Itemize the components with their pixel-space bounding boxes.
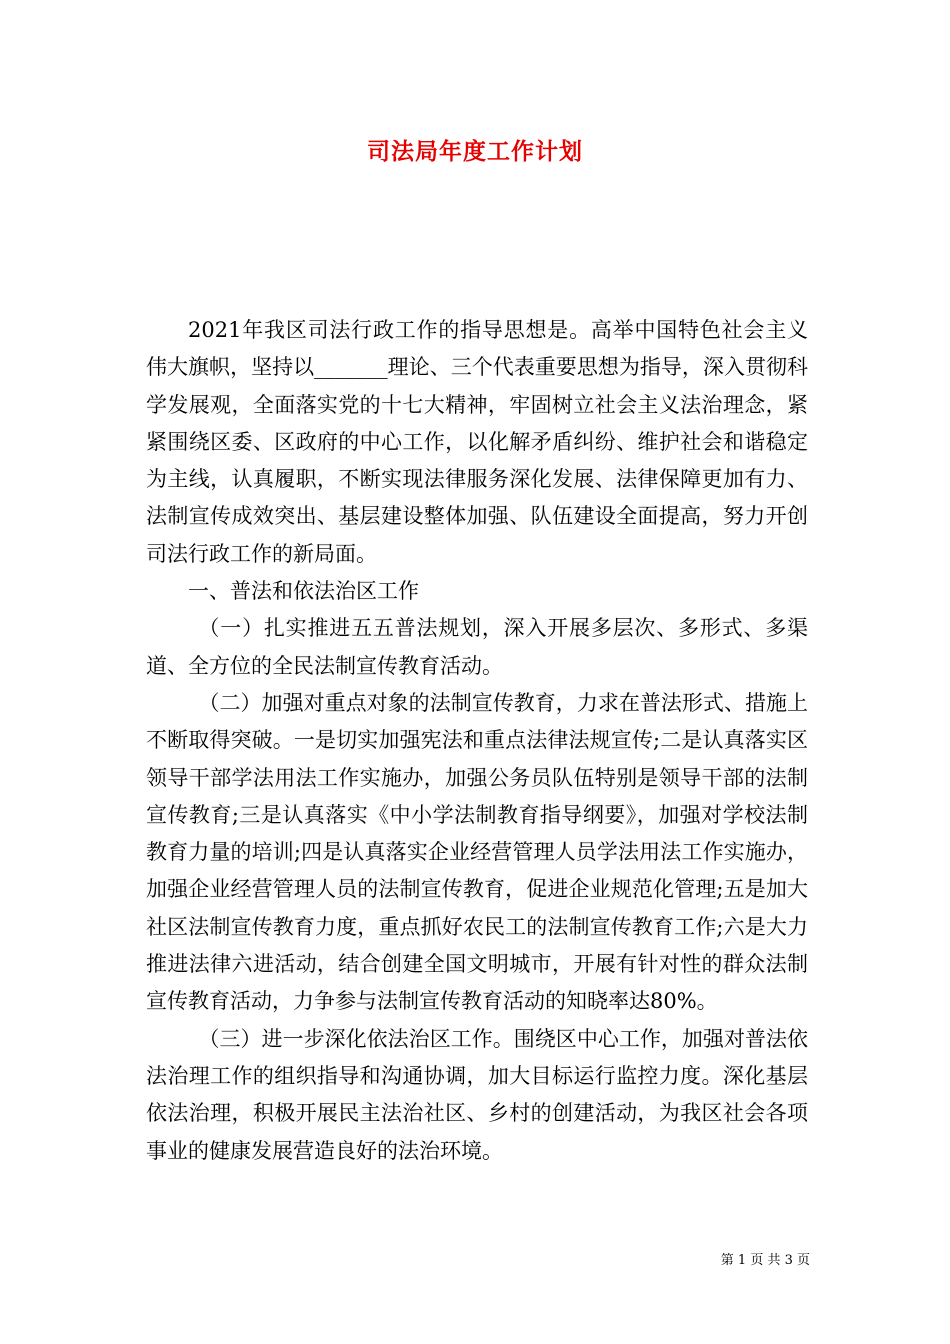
paragraph-item-1: （一）扎实推进五五普法规划，深入开展多层次、多形式、多渠道、全方位的全民法制宣传教育活动。 — [146, 616, 808, 678]
paragraph-item-2: （二）加强对重点对象的法制宣传教育，力求在普法形式、措施上不断取得突破。一是切实加强宪法和重点法律法规宣传;二是认真落实区领导干部学法用法工作实施办，加强公务员队伍特别是领导干部的法制宣传教育;三是认真落实《中小学法制教育指导纲要》，加强对学校法制教育力量的培训;四是认真落实企业经营管理人员学法用法工作实施办，加强企业经营管理人员的法制宣传教育，促进企业规范化管理;五是加大社区法制宣传教育力度，重点抓好农民工的法制宣传教育工作;六是大力推进法律六进活动，结合创建全国文明城市，开展有针对性的群众法制宣传教育活动，力争参与法制宣传教育活动的知晓率达80%。 — [146, 690, 808, 1014]
document-title: 司法局年度工作计划 — [367, 139, 583, 165]
paragraph-guiding-thought: 2021年我区司法行政工作的指导思想是。高举中国特色社会主义伟大旗帜，坚持以_______理论、三个代表重要思想为指导，深入贯彻科学发展观，全面落实党的十七大精神，牢固树立社会主义法治理念，紧紧围绕区委、区政府的中心工作，以化解矛盾纠纷、维护社会和谐稳定为主线，认真履职，不断实现法律服务深化发展、法律保障更加有力、法制宣传成效突出、基层建设整体加强、队伍建设全面提高，努力开创司法行政工作的新局面。 — [146, 318, 808, 566]
paragraph-item-3: （三）进一步深化依法治区工作。围绕区中心工作，加强对普法依法治理工作的组织指导和沟通协调，加大目标运行监控力度。深化基层依法治理，积极开展民主法治社区、乡村的创建活动，为我区社会各项事业的健康发展营造良好的法治环境。 — [146, 1026, 808, 1163]
document-body — [146, 312, 808, 1170]
page-number-footer: 第 1 页 共 3 页 — [720, 1253, 810, 1268]
section-heading-1: 一、普法和依法治区工作 — [188, 579, 419, 604]
